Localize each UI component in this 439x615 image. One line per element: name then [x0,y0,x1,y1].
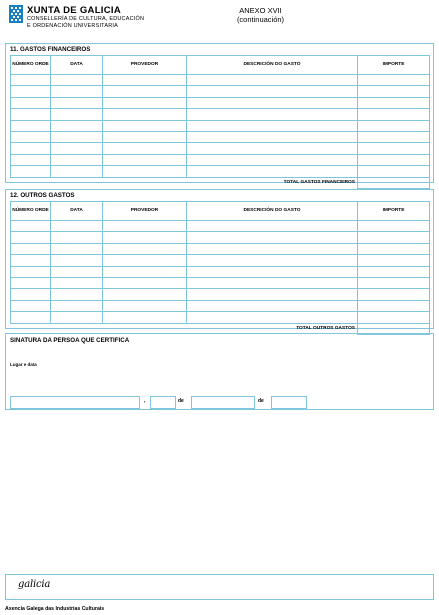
cell-input[interactable] [11,120,51,131]
table-row [11,243,430,254]
section-title: 11. GASTOS FINANCEIROS [10,46,91,53]
total-label: TOTAL OUTROS GASTOS [296,326,355,332]
place-date-label: Lugar e data [10,362,37,367]
cell-input[interactable] [51,277,103,288]
col-date: DATA [51,202,103,221]
cell-input[interactable] [187,97,358,108]
cell-input[interactable] [11,131,51,142]
cell-input[interactable] [51,243,103,254]
cell-input[interactable] [358,109,430,120]
cell-input[interactable] [51,154,103,165]
footer-agency-name: Axencia Galega das Industrias Culturais [5,606,105,612]
total-row [11,177,430,188]
table-row [11,289,430,300]
cell-input[interactable] [51,75,103,86]
section-other-expenses [5,189,434,332]
col-provider: PROVEDOR [103,56,187,75]
cell-input[interactable] [187,255,358,266]
place-field[interactable] [10,396,140,409]
table-row [11,277,430,288]
table-row [11,97,430,108]
cell-input[interactable] [187,86,358,97]
cell-input[interactable] [358,266,430,277]
cell-input[interactable] [358,120,430,131]
cell-input[interactable] [11,266,51,277]
cell-input[interactable] [11,221,51,232]
cell-input[interactable] [51,232,103,243]
cell-input[interactable] [358,221,430,232]
cell-input[interactable] [187,266,358,277]
cell-input[interactable] [358,277,430,288]
col-date: DATA [51,56,103,75]
cell-input[interactable] [51,289,103,300]
org-subtitle-line1: CONSELLERÍA DE CULTURA, EDUCACIÓN [27,16,145,22]
cell-input[interactable] [51,86,103,97]
cell-input[interactable] [187,120,358,131]
total-value-input[interactable] [358,177,430,188]
cell-input[interactable] [51,221,103,232]
annex-title-sub: (continuación) [236,15,285,24]
cell-input[interactable] [11,166,51,177]
cell-input[interactable] [51,97,103,108]
cell-input[interactable] [103,97,187,108]
cell-input[interactable] [51,312,103,323]
cell-input[interactable] [358,131,430,142]
cell-input[interactable] [187,131,358,142]
cell-input[interactable] [103,266,187,277]
cell-input[interactable] [11,289,51,300]
table-row [11,154,430,165]
financial-expenses-table [10,55,430,189]
cell-input[interactable] [11,243,51,254]
col-description: DESCRICIÓN DO GASTO [187,202,358,221]
org-subtitle-line2: E ORDENACIÓN UNIVERSITARIA [27,22,118,29]
cell-input[interactable] [103,120,187,131]
cell-input[interactable] [358,143,430,154]
cell-input[interactable] [187,243,358,254]
footer-logo-box [5,574,434,600]
cell-input[interactable] [11,300,51,311]
cell-input[interactable] [103,221,187,232]
table-row [11,255,430,266]
col-description: DESCRICIÓN DO GASTO [187,56,358,75]
cell-input[interactable] [187,109,358,120]
galicia-logo: galicia [18,579,51,590]
cell-input[interactable] [187,143,358,154]
cell-input[interactable] [103,86,187,97]
table-row [11,266,430,277]
cell-input[interactable] [103,277,187,288]
cell-input[interactable] [11,277,51,288]
cell-input[interactable] [103,289,187,300]
annex-title [0,6,439,24]
cell-input[interactable] [51,143,103,154]
table-row [11,166,430,177]
cell-input[interactable] [51,266,103,277]
cell-input[interactable] [187,166,358,177]
table-row [11,75,430,86]
table-row [11,143,430,154]
table-header-row [11,202,430,221]
cell-input[interactable] [103,255,187,266]
cell-input[interactable] [103,166,187,177]
section-signature [5,333,434,410]
table-row [11,109,430,120]
table-row [11,86,430,97]
cell-input[interactable] [103,243,187,254]
cell-input[interactable] [358,312,430,323]
year-field[interactable] [271,396,307,409]
cell-input[interactable] [103,232,187,243]
cell-input[interactable] [187,154,358,165]
cell-input[interactable] [103,75,187,86]
cell-input[interactable] [187,221,358,232]
annex-title-main: ANEXO XVII [239,6,282,15]
de-separator-1: de [178,398,184,404]
cell-input[interactable] [103,131,187,142]
cell-input[interactable] [51,255,103,266]
cell-input[interactable] [103,143,187,154]
section-title: 12. OUTROS GASTOS [10,192,75,199]
col-number: NÚMERO ORDE [11,202,51,221]
table-row [11,221,430,232]
table-row [11,120,430,131]
cell-input[interactable] [11,109,51,120]
cell-input[interactable] [187,289,358,300]
cell-input[interactable] [358,300,430,311]
cell-input[interactable] [103,109,187,120]
col-provider: PROVEDOR [103,202,187,221]
cell-input[interactable] [358,166,430,177]
cell-input[interactable] [358,255,430,266]
table-row [11,300,430,311]
other-expenses-table [10,201,430,335]
section-financial-expenses [5,43,434,186]
cell-input[interactable] [187,75,358,86]
cell-input[interactable] [51,166,103,177]
cell-input[interactable] [358,75,430,86]
cell-input[interactable] [11,86,51,97]
cell-input[interactable] [187,300,358,311]
cell-input[interactable] [187,312,358,323]
signature-title: SINATURA DA PERSOA QUE CERTIFICA [10,337,130,344]
table-header-row [11,56,430,75]
cell-input[interactable] [358,232,430,243]
table-row [11,312,430,323]
cell-input[interactable] [11,312,51,323]
cell-input[interactable] [11,143,51,154]
col-number: NÚMERO ORDE [11,56,51,75]
cell-input[interactable] [187,277,358,288]
cell-input[interactable] [11,75,51,86]
cell-input[interactable] [103,312,187,323]
cell-input[interactable] [358,289,430,300]
cell-input[interactable] [51,109,103,120]
cell-input[interactable] [11,255,51,266]
cell-input[interactable] [358,97,430,108]
col-amount: IMPORTE [358,202,430,221]
table-row [11,232,430,243]
table-row [11,131,430,142]
cell-input[interactable] [51,120,103,131]
col-amount: IMPORTE [358,56,430,75]
day-field[interactable] [150,396,176,409]
de-separator-2: de [258,398,264,404]
total-label: TOTAL GASTOS FINANCEIROS [283,180,355,186]
comma-separator: , [144,398,146,404]
org-name: XUNTA DE GALICIA [27,5,121,16]
cell-input[interactable] [11,97,51,108]
cell-input[interactable] [358,154,430,165]
cell-input[interactable] [358,86,430,97]
cell-input[interactable] [358,243,430,254]
cell-input[interactable] [11,154,51,165]
cell-input[interactable] [187,232,358,243]
cell-input[interactable] [103,300,187,311]
month-field[interactable] [191,396,255,409]
cell-input[interactable] [11,232,51,243]
cell-input[interactable] [103,154,187,165]
cell-input[interactable] [51,131,103,142]
cell-input[interactable] [51,300,103,311]
